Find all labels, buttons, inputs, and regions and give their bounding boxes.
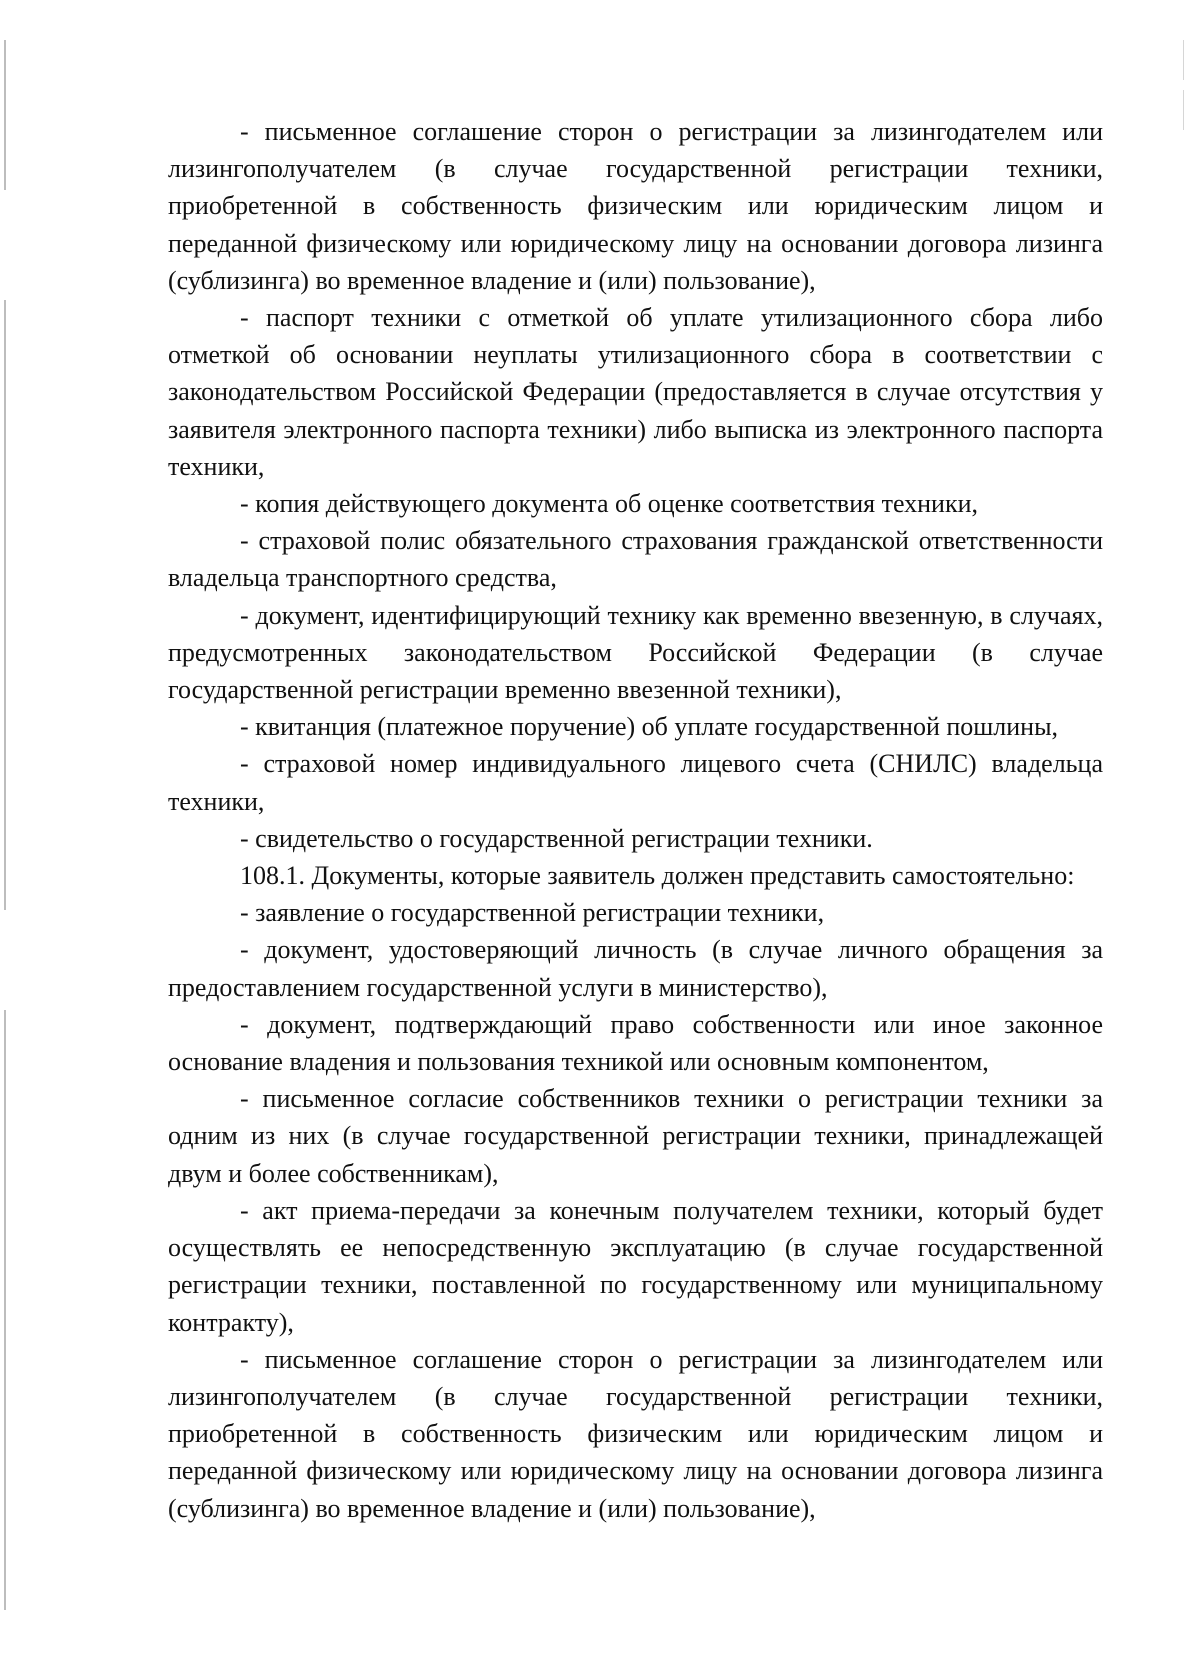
scan-edge-line bbox=[1183, 90, 1184, 130]
paragraph-ownership-document: - документ, подтверждающий право собственности или иное законное основание владения и пользования техникой или основным компонентом, bbox=[168, 1009, 1103, 1077]
scan-edge-line bbox=[1183, 40, 1184, 80]
scan-edge-line bbox=[4, 1010, 6, 1610]
paragraph-snils: - страховой номер индивидуального лицевого счета (СНИЛС) владельца техники, bbox=[168, 749, 1103, 816]
paragraph-section-108-1: 108.1. Документы, которые заявитель должен представить самостоятельно: bbox=[240, 861, 1075, 891]
scan-edge-line bbox=[4, 40, 6, 190]
paragraph-leasing-agreement: - письменное соглашение сторон о регистрации за лизингодателем или лизингополучателем (в случае государственной регистрации техники, приобретенной в собственность физическим или юридическим лицом и переданной физическому или юридическому лицу на основании договора лизинга (сублизинга) во временное владение и (или) пользование), bbox=[168, 117, 1103, 295]
paragraph-identity-document: - документ, удостоверяющий личность (в случае личного обращения за предоставлением государственной услуги в министерство), bbox=[168, 935, 1103, 1002]
paragraph-transfer-act: - акт приема-передачи за конечным получателем техники, который будет осуществлять ее непосредственную эксплуатацию (в случае государственной регистрации техники, поставленной по государственному или муниципальному контракту), bbox=[168, 1195, 1103, 1337]
scan-edge-line bbox=[4, 300, 6, 910]
paragraph-registration-certificate: - свидетельство о государственной регистрации техники. bbox=[240, 823, 873, 853]
paragraph-insurance-policy: - страховой полис обязательного страхования гражданской ответственности владельца транспортного средства, bbox=[168, 526, 1103, 593]
paragraph-vehicle-passport: - паспорт техники с отметкой об уплате утилизационного сбора либо отметкой об основании неуплаты утилизационного сбора в соответствии с законодательством Российской Федерации (предоставляется в случае отсутствия у заявителя электронного паспорта техники) либо выписка из электронного паспорта техники, bbox=[168, 303, 1103, 481]
paragraph-state-fee-receipt: - квитанция (платежное поручение) об уплате государственной пошлины, bbox=[240, 712, 1059, 742]
paragraph-registration-application: - заявление о государственной регистрации техники, bbox=[240, 898, 825, 928]
paragraph-temporary-import: - документ, идентифицирующий технику как временно ввезенную, в случаях, предусмотренных законодательством Российской Федерации (в случае государственной регистрации временно ввезенной техники), bbox=[168, 600, 1103, 705]
paragraph-conformity-document: - копия действующего документа об оценке соответствия техники, bbox=[240, 489, 979, 519]
paragraph-leasing-agreement-repeat: - письменное соглашение сторон о регистрации за лизингодателем или лизингополучателем (в случае государственной регистрации техники, приобретенной в собственность физическим или юридическим лицом и переданной физическому или юридическому лицу на основании договора лизинга (сублизинга) во временное владение и (или) пользование), bbox=[168, 1344, 1103, 1523]
document-body bbox=[168, 113, 1103, 1527]
paragraph-owners-consent: - письменное согласие собственников техники о регистрации техники за одним из них (в случае государственной регистрации техники, принадлежащей двум и более собственникам), bbox=[168, 1084, 1103, 1188]
